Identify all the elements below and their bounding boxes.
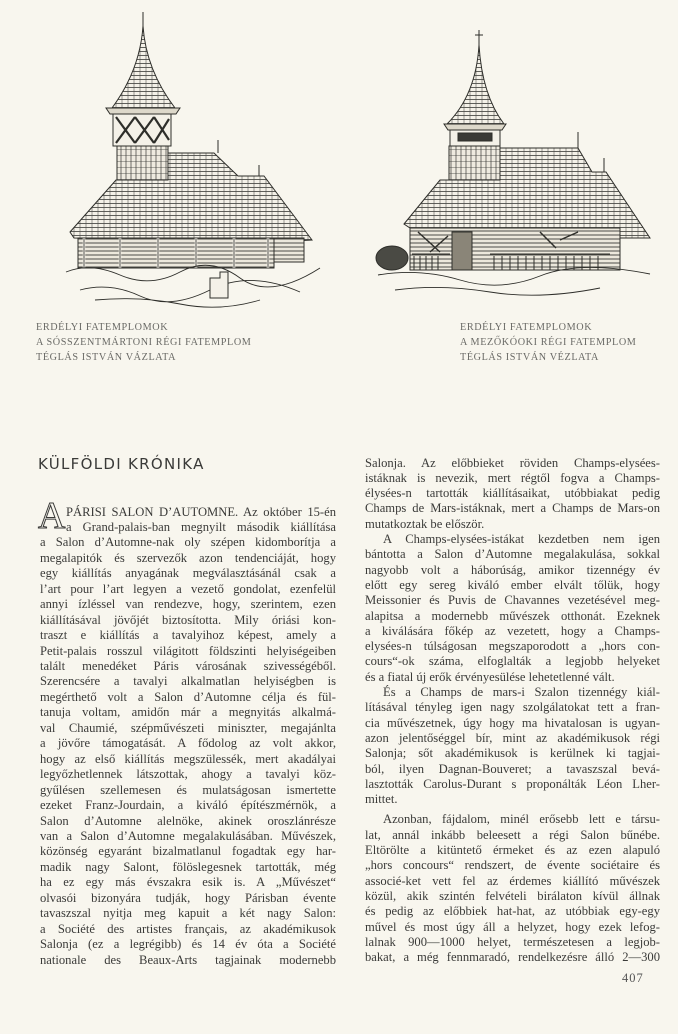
text-line: olvasói bizonyára tudják, hogy Párisban évente [40, 890, 336, 905]
text-line: talált menedéket Páris városának szivességéből. [40, 659, 336, 673]
text-line: és pedig az előbbiek hat-hat, az utóbbiak egy-egy [365, 904, 660, 919]
caption-line: A SÓSSZENTMÁRTONI RÉGI FATEMPLOM [36, 337, 252, 348]
text-line: A Champs-elysées-istákat kezdetben nem igen [383, 532, 660, 546]
text-line: ezeket Franz-Jourdain, a kiváló építészmérnök, a [40, 798, 336, 813]
text-line: lításával tényleg igen nagy szolgálatokat tett a fran- [365, 700, 660, 715]
text-line: hogy az első kiállítás megszülessék, mert akadályai [40, 751, 336, 766]
text-line: egy kiállítás anyagának megválasztásánál csak a [40, 566, 336, 581]
text-line: bakat, a még fennmaradó, rendelkezésre álló 2—300 [365, 950, 660, 965]
text-line: a jövőre támogatását. A fődolog az volt akkor, [40, 736, 336, 751]
text-line: mutatkoztak be először. [365, 516, 485, 531]
text-line: van a Salon d’Automne megalakulásában. Művészek, [40, 828, 336, 843]
text-line: Meissonier és Puvis de Chavannes vezetésével meg- [365, 593, 660, 608]
text-line: bántotta a Salon d’Automne megalakulása, sokkal [365, 547, 660, 562]
text-line: alapitsa a modernebb művészek otthonát. Ezeknek [365, 608, 660, 623]
text-line: azon jelentőséggel bír, mint az akadémikusok régi [365, 730, 660, 745]
text-line: istáknak is nevezik, mert régtől fogva a Champs- [365, 470, 660, 485]
text-line: Petit-palais rosszul világitott földszinti helyiségeiben [40, 643, 336, 658]
text-line: kiállításával jövőjét biztosította. Mily óriási kon- [40, 612, 336, 627]
text-line: Eltörölte a kitüntető érmeket és az ezen alapuló [365, 843, 660, 857]
text-line: megérthető volt a Salon d’Automne célja és fül- [40, 689, 336, 704]
text-line: val Chaumié, szépművészeti miniszter, megajánlta [40, 720, 336, 735]
text-line: tavaszszal nyitja meg kapuit a két nagy Salon: [40, 906, 336, 921]
text-line: közül, akik szintén felvételi birálaton kívül állnak [365, 888, 660, 903]
text-line: Champs de Mars-istáknak, mert a Champs de Mars-on [365, 501, 660, 516]
text-line: Salonja; sőt akadémikusok is kerülnek ki tagjai- [365, 746, 660, 761]
text-line: ha ez egy más évszakra esik is. A „Művészet“ [40, 875, 336, 890]
text-line: megalapitók és szervezők azon tendenciáját, hogy [40, 550, 336, 565]
text-line: legyőzhetlennek látszottak, ahogy a tavalyi köz- [40, 767, 336, 782]
text-line: És a Champs de mars-i Szalon tizennégy kiál- [383, 685, 660, 699]
text-line: cia művészetnek, úgy hogy ma hivatalosan is ugyan- [365, 715, 660, 730]
caption-line: ERDÉLYI FATEMPLOMOK [36, 322, 169, 333]
text-line: annyi ízléssel van rendezve, hogy, szerintem, ezen [40, 597, 336, 612]
drop-cap: A [38, 495, 66, 537]
text-line: gyűlésen szellemesen és mulatságosan ismertette [40, 782, 336, 797]
text-line: és a fiatal új erők érvényesülése lehetetlenné vált. [365, 669, 615, 684]
left-church-drawing [66, 12, 320, 307]
text-line: associé-ket vett fel az érdemes kiállító művészek [365, 873, 660, 888]
text-line: cours“-ok száma, elfoglalták a legjobb helyeket [365, 654, 660, 669]
right-illustration-caption [460, 320, 636, 365]
text-line: ból, ilyen Dagnan-Bouveret; a tavaszszal bevá- [365, 761, 660, 776]
text-line: tanuja voltam, amidőn már a megnyitás alkalmá- [40, 705, 336, 720]
text-line: a Grand-palais-ban megnyilt második kiállítása [66, 519, 336, 534]
text-line: traszt e kiállítás a tavalyihoz képest, amely a [40, 628, 336, 643]
text-line: lasztották Carolus-Durant s proponálták Léon Lher- [365, 776, 660, 791]
text-line: elysées-n túlságosan megszaporodott a „hors con- [365, 639, 660, 654]
text-line: közönség egyaránt bizalmatlanul fogadtak egy har- [40, 844, 336, 859]
text-line: Szerencsére a tavalyi alkalmatlan helyiségben is [40, 674, 336, 689]
text-line: madik nagy Salont, fölöslegesnek tartották, még [40, 859, 336, 874]
left-illustration-caption [36, 320, 251, 365]
text-line: élysées-n tartották kiállításaikat, utóbbiakat pedig [365, 486, 660, 501]
text-line: nationale des Beaux-Arts tagjainak modernebb [40, 952, 336, 967]
caption-line: A MEZŐKÓOKI RÉGI FATEMPLOM [460, 337, 637, 348]
text-line: nagyobb volt a háborúság, amikor tizennégy év [365, 562, 660, 577]
page-number: 407 [622, 971, 644, 985]
caption-line: TÉGLÁS ISTVÁN VÁZLATA [36, 352, 177, 363]
text-line: lat, annál inkább beleesett a régi Salon bűnébe. [365, 827, 660, 842]
right-church-drawing [376, 30, 650, 295]
text-line: mittet. [365, 792, 398, 807]
text-line: PÁRISI SALON D’AUTOMNE. Az október 15-én [66, 504, 336, 519]
caption-line: TÉGLÁS ISTVÁN VÉZLATA [460, 352, 599, 363]
text-line: lalnak 900—1000 helyet, természetesen a legjob- [365, 934, 660, 949]
caption-line: ERDÉLYI FATEMPLOMOK [460, 322, 593, 333]
church-illustrations [0, 0, 678, 315]
text-line: l’art pour l’art legyen a vezető gondolat, ezenfelül [40, 581, 336, 596]
text-line: művel és most úgy áll a helyzet, hogy ezek lefog- [365, 919, 660, 934]
text-line: a Salon d’Automne-nak oly szépen kidomborítja a [40, 535, 336, 550]
text-line: Azonban, fájdalom, minél erősebb lett e társu- [383, 812, 660, 827]
text-line: előtt egy sereg kiváló ember elvált tőlük, hogy [365, 577, 660, 592]
text-line: Salonja (ez a legrégibb) és 14 év óta a Société [40, 937, 336, 952]
text-line: „hors concours“ rendszert, de évente sociétaire és [365, 858, 660, 873]
text-line: a Société des artistes français, az akadémikusok [40, 921, 336, 936]
section-heading: KÜLFÖLDI KRÓNIKA [38, 455, 205, 473]
text-line: a kiválására főkép az vezetett, hogy a Champs- [365, 623, 660, 638]
text-line: Salonja. Az előbbieket röviden Champs-elysées- [365, 455, 660, 470]
text-line: Salon d’Automne alelnöke, akinek oroszlánrésze [40, 813, 336, 828]
